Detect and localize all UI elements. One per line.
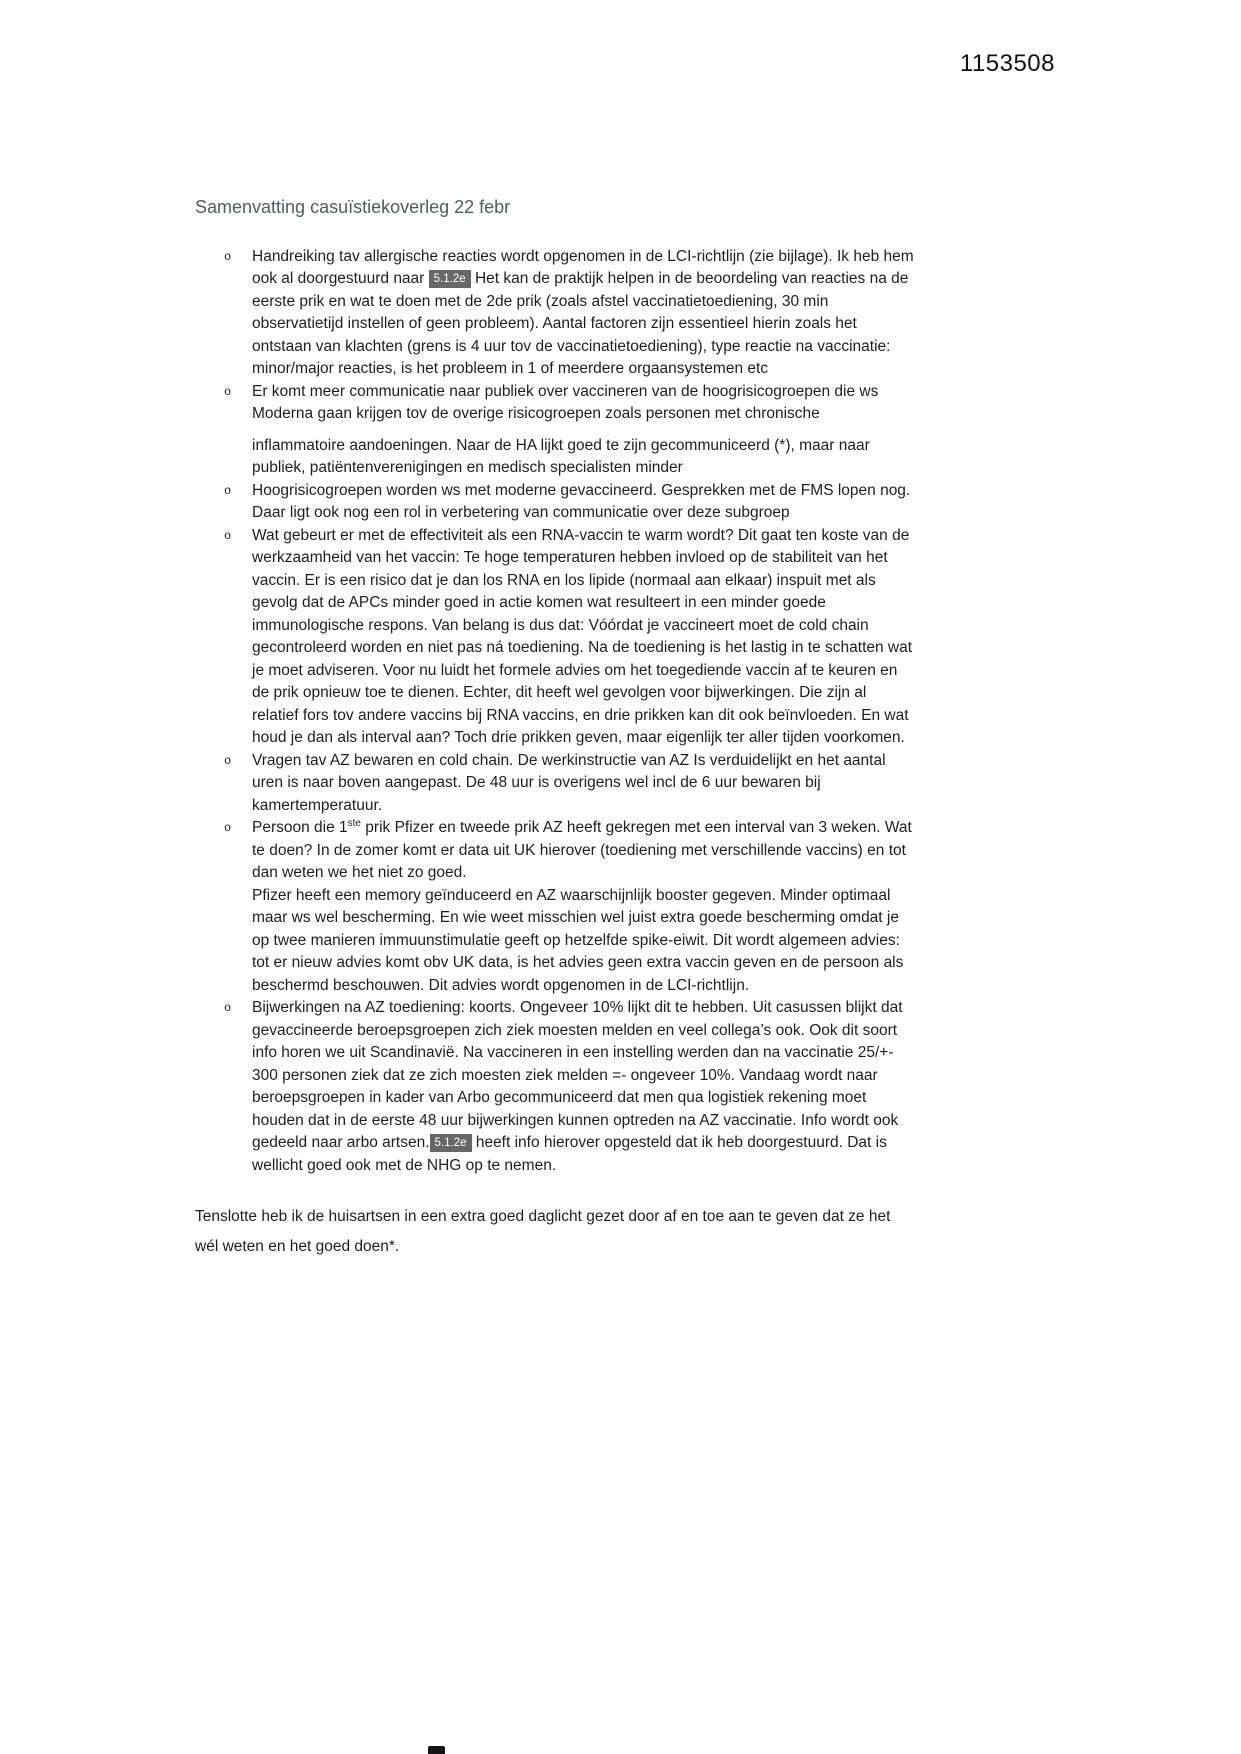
bullet-marker: o (224, 1001, 232, 1015)
page-title: Samenvatting casuïstiekoverleg 22 febr (195, 197, 511, 217)
redaction-box: 5.1.2e (429, 270, 471, 288)
bullet-marker: o (224, 753, 232, 768)
bullet-item (195, 480, 917, 525)
bullet-item (195, 525, 917, 750)
bullet-item (195, 997, 917, 1177)
scan-artifact (428, 1746, 445, 1754)
closing-paragraph: Tenslotte heb ik de huisartsen in een extra goed daglicht gezet door af en toe aan te geven dat ze het wél weten en het goed doen*. (195, 1208, 891, 1255)
bullet-marker: o (224, 483, 232, 498)
bullet-marker: o (224, 249, 232, 264)
bullet-item (195, 381, 917, 480)
doc-number: 1153508 (959, 50, 1055, 77)
bullet-text (252, 997, 917, 1177)
bullet-marker: o (224, 821, 232, 835)
bullet-paragraph: Persoon die 1ste prik Pfizer en tweede prik AZ heeft gekregen met een interval van 3 weken. Wat te doen? In de zomer komt er data uit UK hierover (toediening met verschillende vaccins) en tot dan weten we het niet zo goed. (252, 817, 912, 881)
bullet-item (195, 817, 917, 997)
bullet-paragraph: Hoogrisicogroepen worden ws met moderne gevaccineerd. Gesprekken met de FMS lopen nog. Daar ligt ook nog een rol in verbetering van communicatie over deze subgroep (252, 481, 911, 521)
bullet-item (195, 750, 917, 818)
bullet-paragraph: Handreiking tav allergische reacties wordt opgenomen in de LCI-richtlijn (zie bijlage). Ik heb hem ook al doorgestuurd naar 5.1.2e Het kan de praktijk helpen in de beoordeling van reacties na de eerste prik en wat te doen met de 2de prik (zoals afstel vaccinatietoediening, 30 min observatietijd instellen of geen probleem). Aantal factoren zijn essentieel hierin zoals het ontstaan van klachten (grens is 4 uur tov de vaccinatietoediening), type reactie na vaccinatie: minor/major reacties, is het probleem in 1 of meerdere orgaansystemen etc (252, 247, 914, 377)
bullet-paragraph: inflammatoire aandoeningen. Naar de HA lijkt goed te zijn gecommuniceerd (*), maar naar publiek, patiëntenverenigingen en medisch specialisten minder (252, 436, 870, 476)
bullet-text (252, 525, 917, 750)
bullet-text (252, 817, 917, 997)
bullet-text (252, 246, 917, 381)
superscript-text: ste (347, 817, 361, 829)
bullet-paragraph: Vragen tav AZ bewaren en cold chain. De werkinstructie van AZ Is verduidelijkt en het aantal uren is naar boven aangepast. De 48 uur is overigens wel incl de 6 uur bewaren bij kamertemperatuur. (252, 751, 886, 814)
bullet-list (195, 246, 917, 1178)
bullet-marker: o (224, 384, 232, 399)
bullet-paragraph: Er komt meer communicatie naar publiek over vaccineren van de hoogrisicogroepen die ws Moderna gaan krijgen tov de overige risicogroepen zoals personen met chronische (252, 382, 879, 422)
bullet-paragraph: Bijwerkingen na AZ toediening: koorts. Ongeveer 10% lijkt dit te hebben. Uit casussen blijkt dat gevaccineerde beroepsgroepen zich ziek moesten melden en veel collega’s ook. Ook dit soort info horen we uit Scandinavië. Na vaccineren in een instelling werden dan na vaccinatie 25/+- 300 personen ziek dat ze zich moesten ziek melden =- ongeveer 10%. Vandaag wordt naar beroepsgroepen in kader van Arbo gecommuniceerd dat men qua logistiek rekening moet houden dat in de eerste 48 uur bijwerkingen kunnen optreden na AZ vaccinatie. Info wordt ook gedeeld naar arbo artsen. 5.1.2e heeft info hierover opgesteld dat ik heb doorgestuurd. Dat is wellicht goed ook met de NHG op te nemen. (252, 999, 903, 1174)
redaction-box: 5.1.2e (430, 1134, 472, 1152)
bullet-text (252, 381, 917, 480)
bullet-paragraph: Pfizer heeft een memory geïnduceerd en AZ waarschijnlijk booster gegeven. Minder optimaal maar ws wel bescherming. En wie weet misschien wel juist extra goede bescherming omdat je op twee manieren immuunstimulatie geeft op hetzelfde spike-eiwit. Dit wordt algemeen advies: tot er nieuw advies komt obv UK data, is het advies geen extra vaccin geven en de persoon als beschermd beschouwen. Dit advies wordt opgenomen in de LCI-richtlijn. (252, 886, 904, 994)
bullet-item (195, 246, 917, 381)
bullet-text (252, 750, 917, 818)
document-content (195, 196, 917, 1262)
bullet-text (252, 480, 917, 525)
bullet-marker: o (224, 528, 232, 543)
bullet-paragraph: Wat gebeurt er met de effectiviteit als een RNA-vaccin te warm wordt? Dit gaat ten koste van de werkzaamheid van het vaccin: Te hoge temperaturen hebben invloed op de stabiliteit van het vaccin. Er is een risico dat je dan los RNA en los lipide (normaal aan elkaar) inspuit met als gevolg dat de APCs minder goed in actie komen wat resulteert in een minder goede immunologische respons. Van belang is dus dat: Vóórdat je vaccineert moet de cold chain gecontroleerd worden en niet pas ná toediening. Na de toediening is het lastig in te schatten wat je moet adviseren. Voor nu luidt het formele advies om het toegediende vaccin af te keuren en de prik opnieuw toe te dienen. Echter, dit heeft wel gevolgen voor bijwerkingen. Die zijn al relatief fors tov andere vaccins bij RNA vaccins, en drie prikken kan dit ook beïnvloeden. En wat houd je dan als interval aan? Toch drie prikken geven, maar eigenlijk ter aller tijden voorkomen. (252, 526, 913, 746)
